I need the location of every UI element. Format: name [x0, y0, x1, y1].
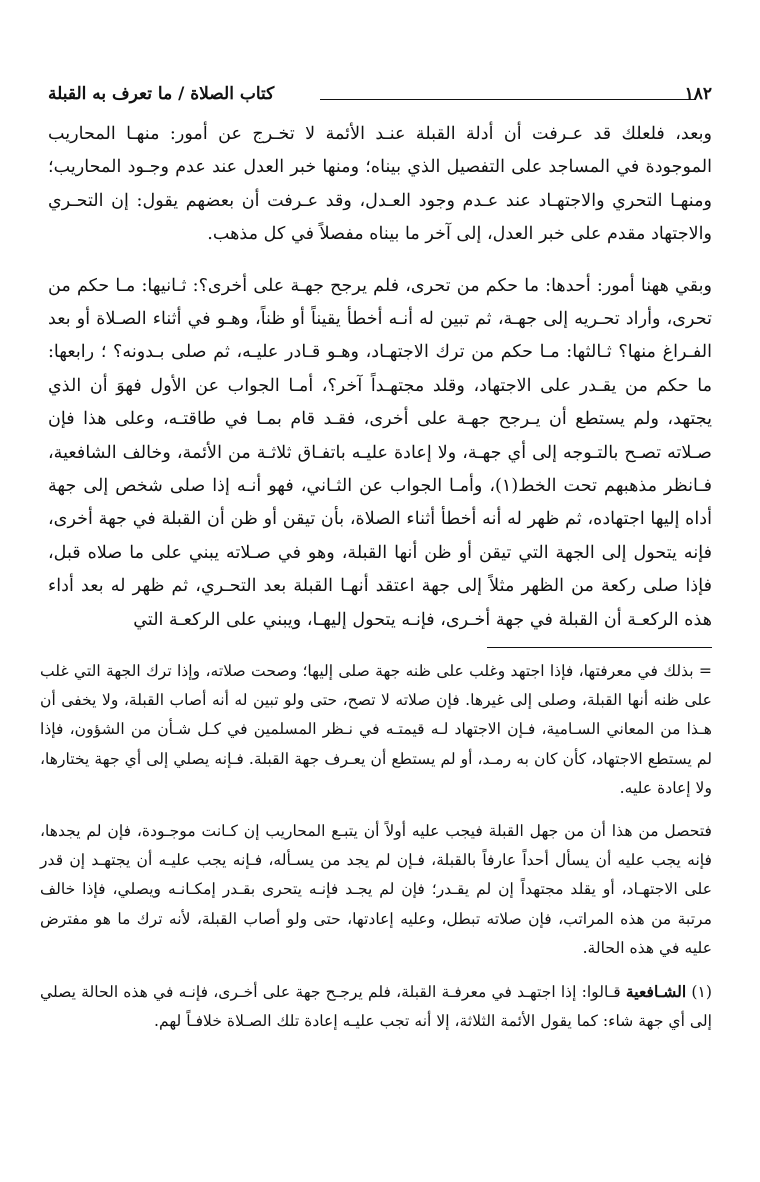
paragraph-1: وبعد، فلعلك قد عـرفت أن أدلة القبلة عنـد الأئمة لا تخـرج عن أمور: منهـا المحاريب الموجودة في المساجد على التفصيل الذي بيناه؛ ومنها خبر العدل عند عدم وجـود المحاريب؛ ومنهـا التحري والاجتهـاد عند عـدم وجود العـدل، وقد عـرفت أن بعضهم يقول: إن التحـري والاجتهاد مقدم على خبر العدل، إلى آخر ما بيناه مفصلاً في كل مذهب.: [48, 124, 712, 245]
footnote-separator: [487, 647, 712, 648]
footnote-1-school: الشـافعية: [625, 982, 687, 1002]
footnote-summary: فتحصل من هذا أن من جهل القبلة فيجب عليه أولاً أن يتبـع المحاريب إن كـانت موجـودة، فإن لم يجدها، فإنه يجب عليه أن يسأل أحداً عارفاً بالقبلة، فـإن لم يجد من يسـأله، فـإنه يجب عليـه أن يجتهـد إن قدر على الاجتهـاد، أو يقلد مجتهداً إن لم يقـدر؛ فإن لم يجـد فإنـه يتحرى بقـدر إمكـانـه ويصلي، فإذا خالف مرتبة من هذه المراتب، فإن صلاته تبطل، وعليه إعادتها، حتى ولو أصاب القبلة، لأنه ترك ما هو مفترض عليه في هذه الحالة.: [40, 822, 712, 957]
footnote-1: [40, 977, 712, 1036]
running-title: كتاب الصلاة / ما تعرف به القبلة: [48, 84, 275, 104]
footnote-1-marker: (١): [691, 983, 712, 1002]
paragraph-2: وبقي ههنا أمور: أحدها: ما حكم من تحرى، فلم يرجح جهـة على أخرى؟: ثـانيها: مـا حكم من تحرى، وأراد تحـريه إلى جهـة، ثم تبين له أنـه أخطأ يقيناً أو ظناً، وهـو في أثناء الصـلاة أو بعد الفـراغ منها؟ ثـالثها: مـا حكم من ترك الاجتهـاد، وهـو قـادر عليـه، ثم صلى بـدونه؟ ؛ رابعها: ما حكم من يقـدر على الاجتهاد، وقلد مجتهـداً آخر؟، أمـا الجواب عن الأول فهوَ أن الذي يجتهد، ولم يستطع أن يـرجح جهـة على أخرى، فقـد قام بمـا في طاقتـه، وعلى هذا فإن صـلاته تصـح بالتـوجه إلى أي جهـة، ولا إعادة عليـه باتفـاق ثلاثـة من الأئمة، وخالف الشافعية، فـانظر مذهبهم تحت الخط(١)، وأمـا الجواب عن الثـاني، فهو أنـه إذا صلى شخص إلى جهة أداه إليها اجتهاده، ثم ظهر له أنه أخطأ أثناء الصلاة، بأن تيقن أو ظن أن القبلة في جهة أخرى، فإنه يتحول إلى الجهة التي تيقن أو ظن أنها القبلة، وهو في صـلاته يبني على ما صلاه قبل، فإذا صلى ركعة من الظهر مثلاً إلى جهة اعتقد أنهـا القبلة بعد التحـري، ثم ظهر له بعد أداء هذه الركعـة أن القبلة في جهة أخـرى، فإنـه يتحول إليهـا، ويبني على الركعـة التي: [48, 275, 712, 630]
footnote-continuation: = بذلك في معرفتها، فإذا اجتهد وغلب على ظنه جهة صلى إليها؛ وصحت صلاته، وإذا ترك الجهة التي غلب على ظنه أنها القبلة، وصلى إلى غيرها. فإن صلاته لا تصح، حتى ولو تبين له أنه أصاب القبلة، ولا يخفى أن هـذا من المعاني السـامية، فـإن الاجتهاد لـه قيمتـه في نـظر المسلمين في كـل شـأن من الشؤون، فإذا لم يستطع الاجتهاد، كأن كان به رمـد، أو لم يستطع أن يعـرف جهة القبلة. فـإنه يصلي إلى أي جهة يختارها، ولا إعادة عليه.: [40, 662, 712, 797]
footnote-1-text: قـالوا: إذا اجتهـد في معرفـة القبلة، فلم يرجـح جهة على أخـرى، فإنـه في هذه الحالة يصلي إلى أي جهة شاء: كما يقول الأئمة الثلاثة، إلا أنه تجب عليـه إعادة تلك الصـلاة خلافـاً لهم.: [40, 983, 712, 1031]
page-number: ١٨٢: [684, 84, 712, 104]
footnotes: [40, 657, 712, 1036]
running-header: [48, 82, 712, 112]
header-rule: [320, 99, 696, 100]
main-text: [48, 118, 712, 637]
